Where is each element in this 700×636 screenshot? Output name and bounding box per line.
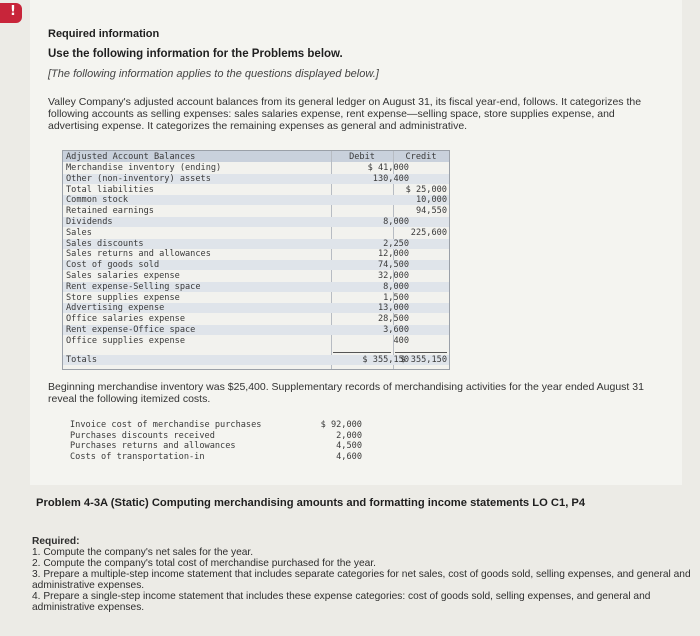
col-debit-header: Debit: [349, 152, 375, 162]
ledger-row: [63, 271, 449, 281]
ledger-account: Rent expense-Selling space: [66, 281, 201, 292]
totals-debit: $ 355,150: [362, 355, 409, 365]
ledger-row: [63, 260, 449, 270]
ledger-account: Total liabilities: [66, 184, 154, 195]
beginning-inventory-note: Beginning merchandise inventory was $25,400. Supplementary records of merchandising activities for the year ended August 31 reveal the following itemized costs.: [48, 381, 644, 405]
purchase-row: [66, 431, 366, 441]
ledger-account: Office supplies expense: [66, 335, 185, 346]
ledger-account: Cost of goods sold: [66, 260, 160, 271]
problem-title: Problem 4-3A (Static) Computing merchandising amounts and formatting income statements LO C1, P4: [36, 497, 586, 509]
ledger-debit: 130,400: [372, 173, 409, 184]
ledger-debit: 28,500: [377, 314, 409, 325]
ledger-account: Sales salaries expense: [66, 271, 180, 281]
ledger-row: [63, 282, 449, 292]
ledger-row: [63, 228, 449, 238]
purchase-value: 4,600: [336, 451, 362, 462]
ledger-row: [63, 293, 449, 303]
purchases-table: [66, 420, 366, 470]
ledger-row: [63, 303, 449, 313]
ledger-account: Advertising expense: [66, 303, 165, 314]
ledger-row: [63, 185, 449, 195]
purchase-value: 2,000: [336, 430, 362, 441]
ledger-account: Rent expense-Office space: [66, 325, 196, 335]
ledger-debit: 3,600: [383, 325, 409, 335]
purchase-label: Purchases discounts received: [70, 430, 215, 441]
ledger-debit: 1,500: [383, 292, 409, 303]
ledger-account: Dividends: [66, 217, 113, 227]
ledger-account: Office salaries expense: [66, 314, 185, 325]
purchase-label: Purchases returns and allowances: [70, 441, 236, 451]
totals-rule: [333, 352, 391, 353]
applies-note: [The following information applies to the questions displayed below.]: [48, 68, 379, 80]
ledger-row: [63, 325, 449, 335]
required-item-4: 4. Prepare a single-step income statement that includes these expense categories: cost of goods sold, selling expenses, and general and administrative expenses.: [32, 591, 651, 613]
purchase-row: [66, 441, 366, 451]
ledger-row: [63, 217, 449, 227]
required-item-3: 3. Prepare a multiple-step income statement that includes separate categories for net sales, cost of goods sold, selling expenses, and general and administrative expenses.: [32, 569, 691, 591]
ledger-row: [63, 239, 449, 249]
purchase-row: [66, 452, 366, 462]
ledger-credit: 225,600: [410, 227, 447, 238]
required-label: Required:: [32, 536, 80, 547]
ledger-account: Common stock: [66, 195, 129, 206]
ledger-row: [63, 206, 449, 216]
ledger-debit: 400: [393, 335, 409, 346]
ledger-debit: $ 41,000: [367, 163, 409, 173]
col-account-header: Adjusted Account Balances: [66, 152, 196, 162]
totals-label: Totals: [66, 355, 98, 365]
required-information-heading: Required information: [48, 28, 160, 40]
ledger-table: [62, 150, 450, 370]
ledger-debit: 12,000: [377, 249, 409, 260]
ledger-row: [63, 163, 449, 173]
ledger-account: Sales discounts: [66, 238, 144, 249]
required-item-1: 1. Compute the company's net sales for the year.: [32, 547, 254, 558]
ledger-row: [63, 174, 449, 184]
purchase-label: Costs of transportation-in: [70, 451, 205, 462]
instruction-heading: Use the following information for the Problems below.: [48, 48, 343, 60]
ledger-account: Retained earnings: [66, 206, 154, 217]
purchase-value: $ 92,000: [320, 420, 362, 430]
ledger-account: Merchandise inventory (ending): [66, 163, 222, 173]
totals-rule: [395, 352, 447, 353]
ledger-debit: 13,000: [377, 303, 409, 314]
ledger-account: Store supplies expense: [66, 292, 180, 303]
ledger-totals-row: [63, 355, 449, 365]
ledger-account: Sales: [66, 227, 92, 238]
ledger-row: [63, 314, 449, 324]
alert-icon: !: [0, 3, 22, 23]
ledger-debit: 32,000: [377, 271, 409, 281]
ledger-debit: 2,250: [383, 238, 409, 249]
purchase-value: 4,500: [336, 441, 362, 451]
ledger-row: [63, 249, 449, 259]
ledger-debit: 8,000: [383, 281, 409, 292]
ledger-credit: 10,000: [415, 195, 447, 206]
ledger-header: [63, 152, 449, 162]
purchase-row: [66, 420, 366, 430]
intro-paragraph: Valley Company's adjusted account balances from its general ledger on August 31, its fiscal year-end, follows. It categorizes the following accounts as selling expenses: sales salaries expense, rent expense—selling space, store supplies expense, and advertising expense. It categorizes the remaining expenses as general and administrative.: [48, 96, 642, 132]
ledger-account: Other (non-inventory) assets: [66, 173, 211, 184]
ledger-row: [63, 336, 449, 346]
totals-credit: $ 355,150: [400, 355, 447, 365]
ledger-account: Sales returns and allowances: [66, 249, 211, 260]
required-item-2: 2. Compute the company's total cost of merchandise purchased for the year.: [32, 558, 376, 569]
ledger-debit: 74,500: [377, 260, 409, 271]
ledger-credit: 94,550: [415, 206, 447, 217]
col-credit-header: Credit: [405, 152, 437, 162]
ledger-debit: 8,000: [383, 217, 409, 227]
ledger-row: [63, 195, 449, 205]
purchase-label: Invoice cost of merchandise purchases: [70, 420, 262, 430]
ledger-credit: $ 25,000: [405, 184, 447, 195]
